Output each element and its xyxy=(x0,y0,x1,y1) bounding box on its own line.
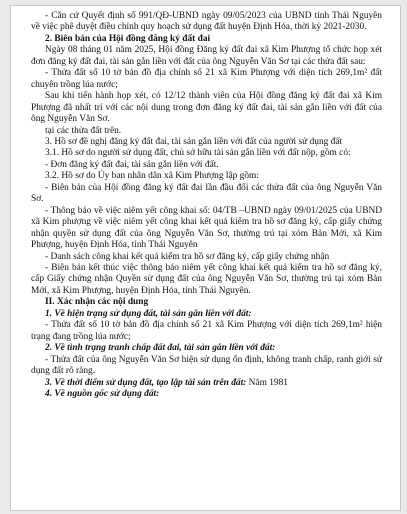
paragraph: - Thửa đất của ông Nguyễn Văn Sơ hiện sử dụng ổn định, không tranh chấp, ranh giới sử dụng đất rõ ràng. xyxy=(31,354,382,377)
paragraph: - Thửa đất số 10 tờ bản đồ địa chính số 21 xã Kim Phượng với diện tích 269,1m² hiện trạng đang trồng lúa nước; xyxy=(31,320,382,342)
paragraph: - Căn cứ Quyết định số 991/QĐ-UBND ngày 09/05/2023 của UBND tỉnh Thái Nguyên về việc phê duyệt điều chỉnh quy hoạch sử dụng đất huyện Định Hóa, thời kỳ 2021-2030. xyxy=(31,11,382,33)
paragraph: Sau khi tiến hành họp xét, có 12/12 thành viên của Hội đồng đăng ký đất đai xã Kim Phượng đã nhất trí với các nội dung trong đơn đăng ký đất đai, tài sản gắn liền với đất của ông Nguyễn Văn Sơ. xyxy=(31,91,382,125)
subsection-heading: 3. Về thời điểm sử dụng đất, tạo lập tài sản trên đất: xyxy=(45,377,247,388)
paragraph: - Biên bản của Hội đồng đăng ký đất đai lần đầu đối các thửa đất của ông Nguyễn Văn Sơ. xyxy=(31,182,382,205)
paragraph: - Danh sách công khai kết quả kiểm tra hồ sơ đăng ký, cấp giấy chứng nhận xyxy=(45,251,330,262)
paragraph: - Đơn đăng ký đất đai, tài sản gắn liền với đất. xyxy=(45,159,219,170)
paragraph: 3.1. Hồ sơ do người sử dụng đất, chủ sở hữu tài sản gắn liền với đất nộp, gồm có: xyxy=(45,148,351,159)
paragraph: 3. Hồ sơ đề nghị đăng ký đất đai, tài sản gắn liền với đất của người sử dụng đất xyxy=(45,136,343,147)
paragraph: - Biên bản kết thúc việc thông báo niêm yết công khai kết quả kiểm tra hồ sơ đăng ký, cấp Giấy chứng nhận Quyền sử dụng đất của ông Nguyễn Văn Sơ, thường trú tại xóm Bản Mới, xã Kim Phượng, huyện Định Hóa, tỉnh Thái Nguyên. xyxy=(31,262,382,296)
paragraph: tại các thửa đất trên. xyxy=(45,125,122,136)
paragraph: 3.2. Hồ sơ do Ủy ban nhân dân xã Kim Phượng lập gồm: xyxy=(45,171,259,182)
document-page xyxy=(10,5,401,511)
subsection-heading: 1. Về hiện trạng sử dụng đất, tài sản gắn liền với đất: xyxy=(45,308,252,319)
paragraph: - Thửa đất số 10 tờ bản đồ địa chính số 21 xã Kim Phượng với diện tích 269,1m² đất chuyên trồng lúa nước; xyxy=(31,68,382,90)
land-use-year: Năm 1981 xyxy=(248,377,288,388)
section-heading: II. Xác nhận các nội dung xyxy=(45,297,149,308)
subsection-heading: 4. Về nguồn gốc sử dụng đất: xyxy=(45,388,160,399)
subsection-heading: 2. Về tình trạng tranh chấp đất đai, tài sản gắn liền với đất: xyxy=(45,343,276,354)
paragraph xyxy=(31,378,382,389)
paragraph: - Thông báo về việc niêm yết công khai số: 04/TB –UBND ngày 09/01/2025 của UBND xã Kim phượng về việc niêm yết công khai kết quả kiểm tra hồ sơ đăng ký, cấp giấy chứng nhận quyền sử dụng đất của ông Nguyễn Văn Sơ, thường trú tại xóm Bản Mới, xã Kim Phượng, huyện Định Hóa, tỉnh Thái Nguyên xyxy=(31,205,382,251)
paragraph: Ngày 08 tháng 01 năm 2025, Hội đồng Đăng ký đất đai xã Kim Phượng tổ chức họp xét đơn đăng ký đất đai, tài sản gắn liền với đất của ông Nguyễn Văn Sơ tại các thửa đất sau: xyxy=(31,45,382,67)
section-heading: 2. Biên bản của Hội đồng đăng ký đất đai xyxy=(45,33,211,44)
